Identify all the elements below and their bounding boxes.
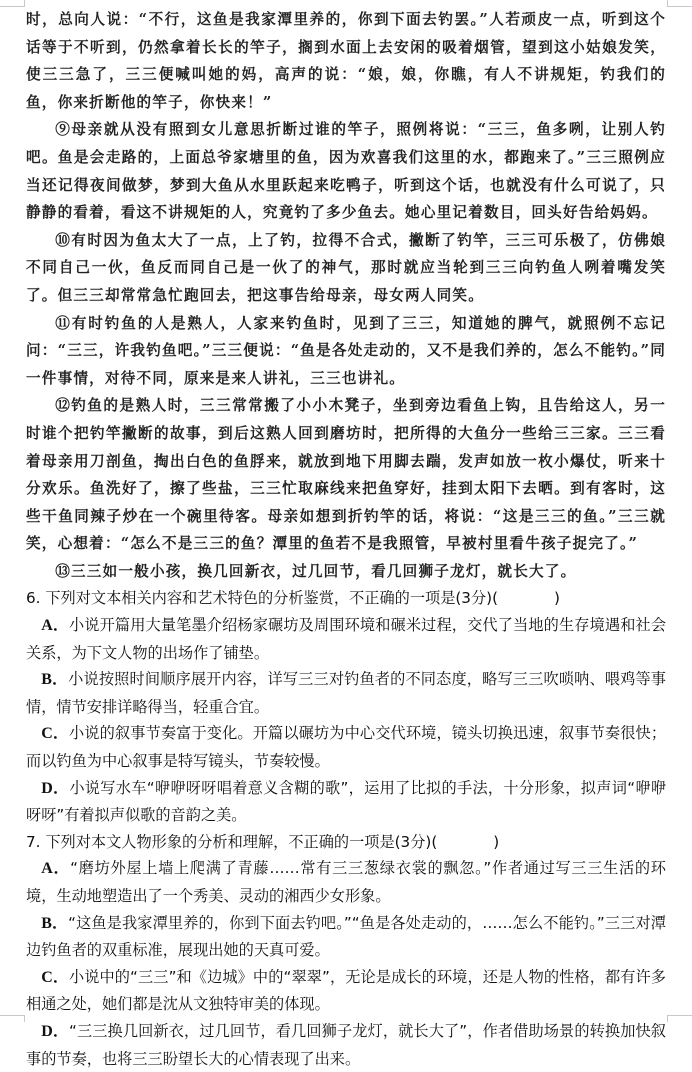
passage-paragraph-10: ⑩有时因为鱼太大了一点，上了钓，拉得不合式，撇断了钓竿，三三可乐极了，仿佛娘不同自己一伙，鱼反而同自己是一伙了的神气，那时就应当轮到三三向钓鱼人咧着嘴发笑了。但三三却常常急忙跑回去，把这事告给母亲，母女两人同笑。 [26, 231, 666, 304]
passage-paragraph-11: ⑪有时钓鱼的人是熟人，人家来钓鱼时，见到了三三，知道她的脾气，就照例不忘记问：“三三，许我钓鱼吧。”三三便说：“鱼是各处走动的，又不是我们养的，怎么不能钓。”同一件事情，对待不同，原来是来人讲礼，三三也讲礼。 [26, 314, 666, 387]
option-text: “这鱼是我家潭里养的，你到下面去钓吧。”“鱼是各处走动的，……怎么不能钓。”三三对潭边钓鱼者的双重标准，展现出她的天真可爱。 [26, 913, 666, 960]
passage-paragraph-12: ⑫钓鱼的是熟人时，三三常常搬了小小木凳子，坐到旁边看鱼上钩，且告给这人，另一时谁个把钓竿撇断的故事，到后这熟人回到磨坊时，把所得的大鱼分一些给三三家。三三看着母亲用刀剖鱼，掏出白色的鱼脬来，就放到地下用脚去踹，发声如放一枚小爆仗，听来十分欢乐。鱼洗好了，擦了些盐，三三忙取麻线来把鱼穿好，挂到太阳下去晒。到有客时，这些干鱼同辣子炒在一个碗里待客。母亲如想到折钓竿的话，将说：“这是三三的鱼。”三三就笑，心想着：“怎么不是三三的鱼？潭里的鱼若不是我照管，早被村里看牛孩子捉完了。” [26, 397, 666, 553]
passage-paragraph-continued: 时，总向人说：“不行，这鱼是我家潭里养的，你到下面去钓罢。”人若顽皮一点，听到这个话等于不听到，仍然拿着长长的竿子，搁到水面上去安闲的吸着烟管，望到这小姑娘发笑，使三三急了，三三便喊叫她的妈，高声的说：“娘，娘，你瞧，有人不讲规矩，钓我们的鱼，你来折断他的竿子，你快来！” [26, 11, 666, 111]
option-letter: A． [41, 617, 69, 635]
option-letter: B． [41, 671, 69, 689]
passage-paragraph-9: ⑨母亲就从没有照到女儿意思折断过谁的竿子，照例将说：“三三，鱼多咧，让别人钓吧。鱼是会走路的，上面总爷家塘里的鱼，因为欢喜我们这里的水，都跑来了。”三三照例应当还记得夜间做梦，梦到大鱼从水里跃起来吃鸭子，听到这个话，也就没有什么可说了，只静静的看着，看这不讲规矩的人，究竟钓了多少鱼去。她心里记着数目，回头好告给妈妈。 [26, 121, 666, 222]
answer-blank-close: ) [493, 832, 500, 851]
reading-passage [26, 6, 666, 585]
option-c [26, 964, 666, 1018]
option-text: 小说中的“三三”和《边城》中的“翠翠”，无论是成长的环境，还是人物的性格，都有许多相通之处，她们都是沈从文独特审美的体现。 [26, 967, 666, 1014]
option-letter: D． [41, 779, 70, 797]
option-text: 小说写水车“咿咿呀呀唱着意义含糊的歌”，运用了比拟的手法，十分形象，拟声词“咿咿呀呀”有着拟声似歌的音韵之美。 [26, 778, 667, 825]
option-a [26, 855, 666, 909]
question-stem [26, 585, 666, 612]
option-a [26, 612, 666, 666]
option-d [26, 1018, 666, 1072]
option-text: 小说开篇用大量笔墨介绍杨家碾坊及周围环境和碾米过程，交代了当地的生存境遇和社会关系，为下文人物的出场作了铺垫。 [26, 616, 667, 662]
question-list [26, 585, 666, 1072]
question-6 [26, 585, 666, 828]
option-b [26, 910, 666, 964]
option-text: “三三换几回新衣，过几回节，看几回狮子龙灯，就长大了”，作者借助场景的转换加快叙事的节奏，也将三三盼望长大的心情表现了出来。 [26, 1021, 666, 1068]
passage-paragraph-13: ⑬三三如一般小孩，换几回新衣，过几回节，看几回狮子龙灯，就长大了。 [55, 562, 577, 580]
page-corner-mark-bottom-right [667, 1015, 692, 1022]
page-corner-mark-top-right [667, 0, 692, 7]
option-letter: A． [41, 860, 71, 878]
option-d [26, 775, 666, 829]
option-letter: B． [41, 914, 69, 932]
question-stem-text: 7. 下列对本文人物形象的分析和理解，不正确的一项是(3分)( [26, 832, 438, 851]
option-letter: C． [41, 968, 69, 986]
option-b [26, 666, 666, 720]
question-7 [26, 829, 666, 1072]
question-stem [26, 829, 666, 856]
answer-blank-close: ) [554, 589, 560, 608]
document-page [26, 6, 666, 1072]
option-text: 小说按照时间顺序展开内容，详写三三对钓鱼者的不同态度，略写三三吹唢呐、喂鸡等事情，情节安排详略得当，轻重合宜。 [26, 670, 666, 716]
page-corner-mark-top-left [0, 0, 25, 7]
question-stem-text: 6. 下列对文本相关内容和艺术特色的分析鉴赏，不正确的一项是(3分)( [26, 589, 499, 608]
option-letter: C． [41, 725, 69, 743]
option-text: 小说的叙事节奏富于变化。开篇以碾坊为中心交代环境，镜头切换迅速，叙事节奏很快；而以钓鱼为中心叙事是特写镜头，节奏较慢。 [26, 724, 667, 771]
option-c [26, 720, 666, 774]
page-corner-mark-bottom-left [0, 1015, 25, 1022]
option-letter: D． [41, 1022, 69, 1040]
option-text: “磨坊外屋上墙上爬满了青藤……常有三三葱绿衣裳的飘忽。”作者通过写三三生活的环境，生动地塑造出了一个秀美、灵动的湘西少女形象。 [26, 859, 666, 905]
